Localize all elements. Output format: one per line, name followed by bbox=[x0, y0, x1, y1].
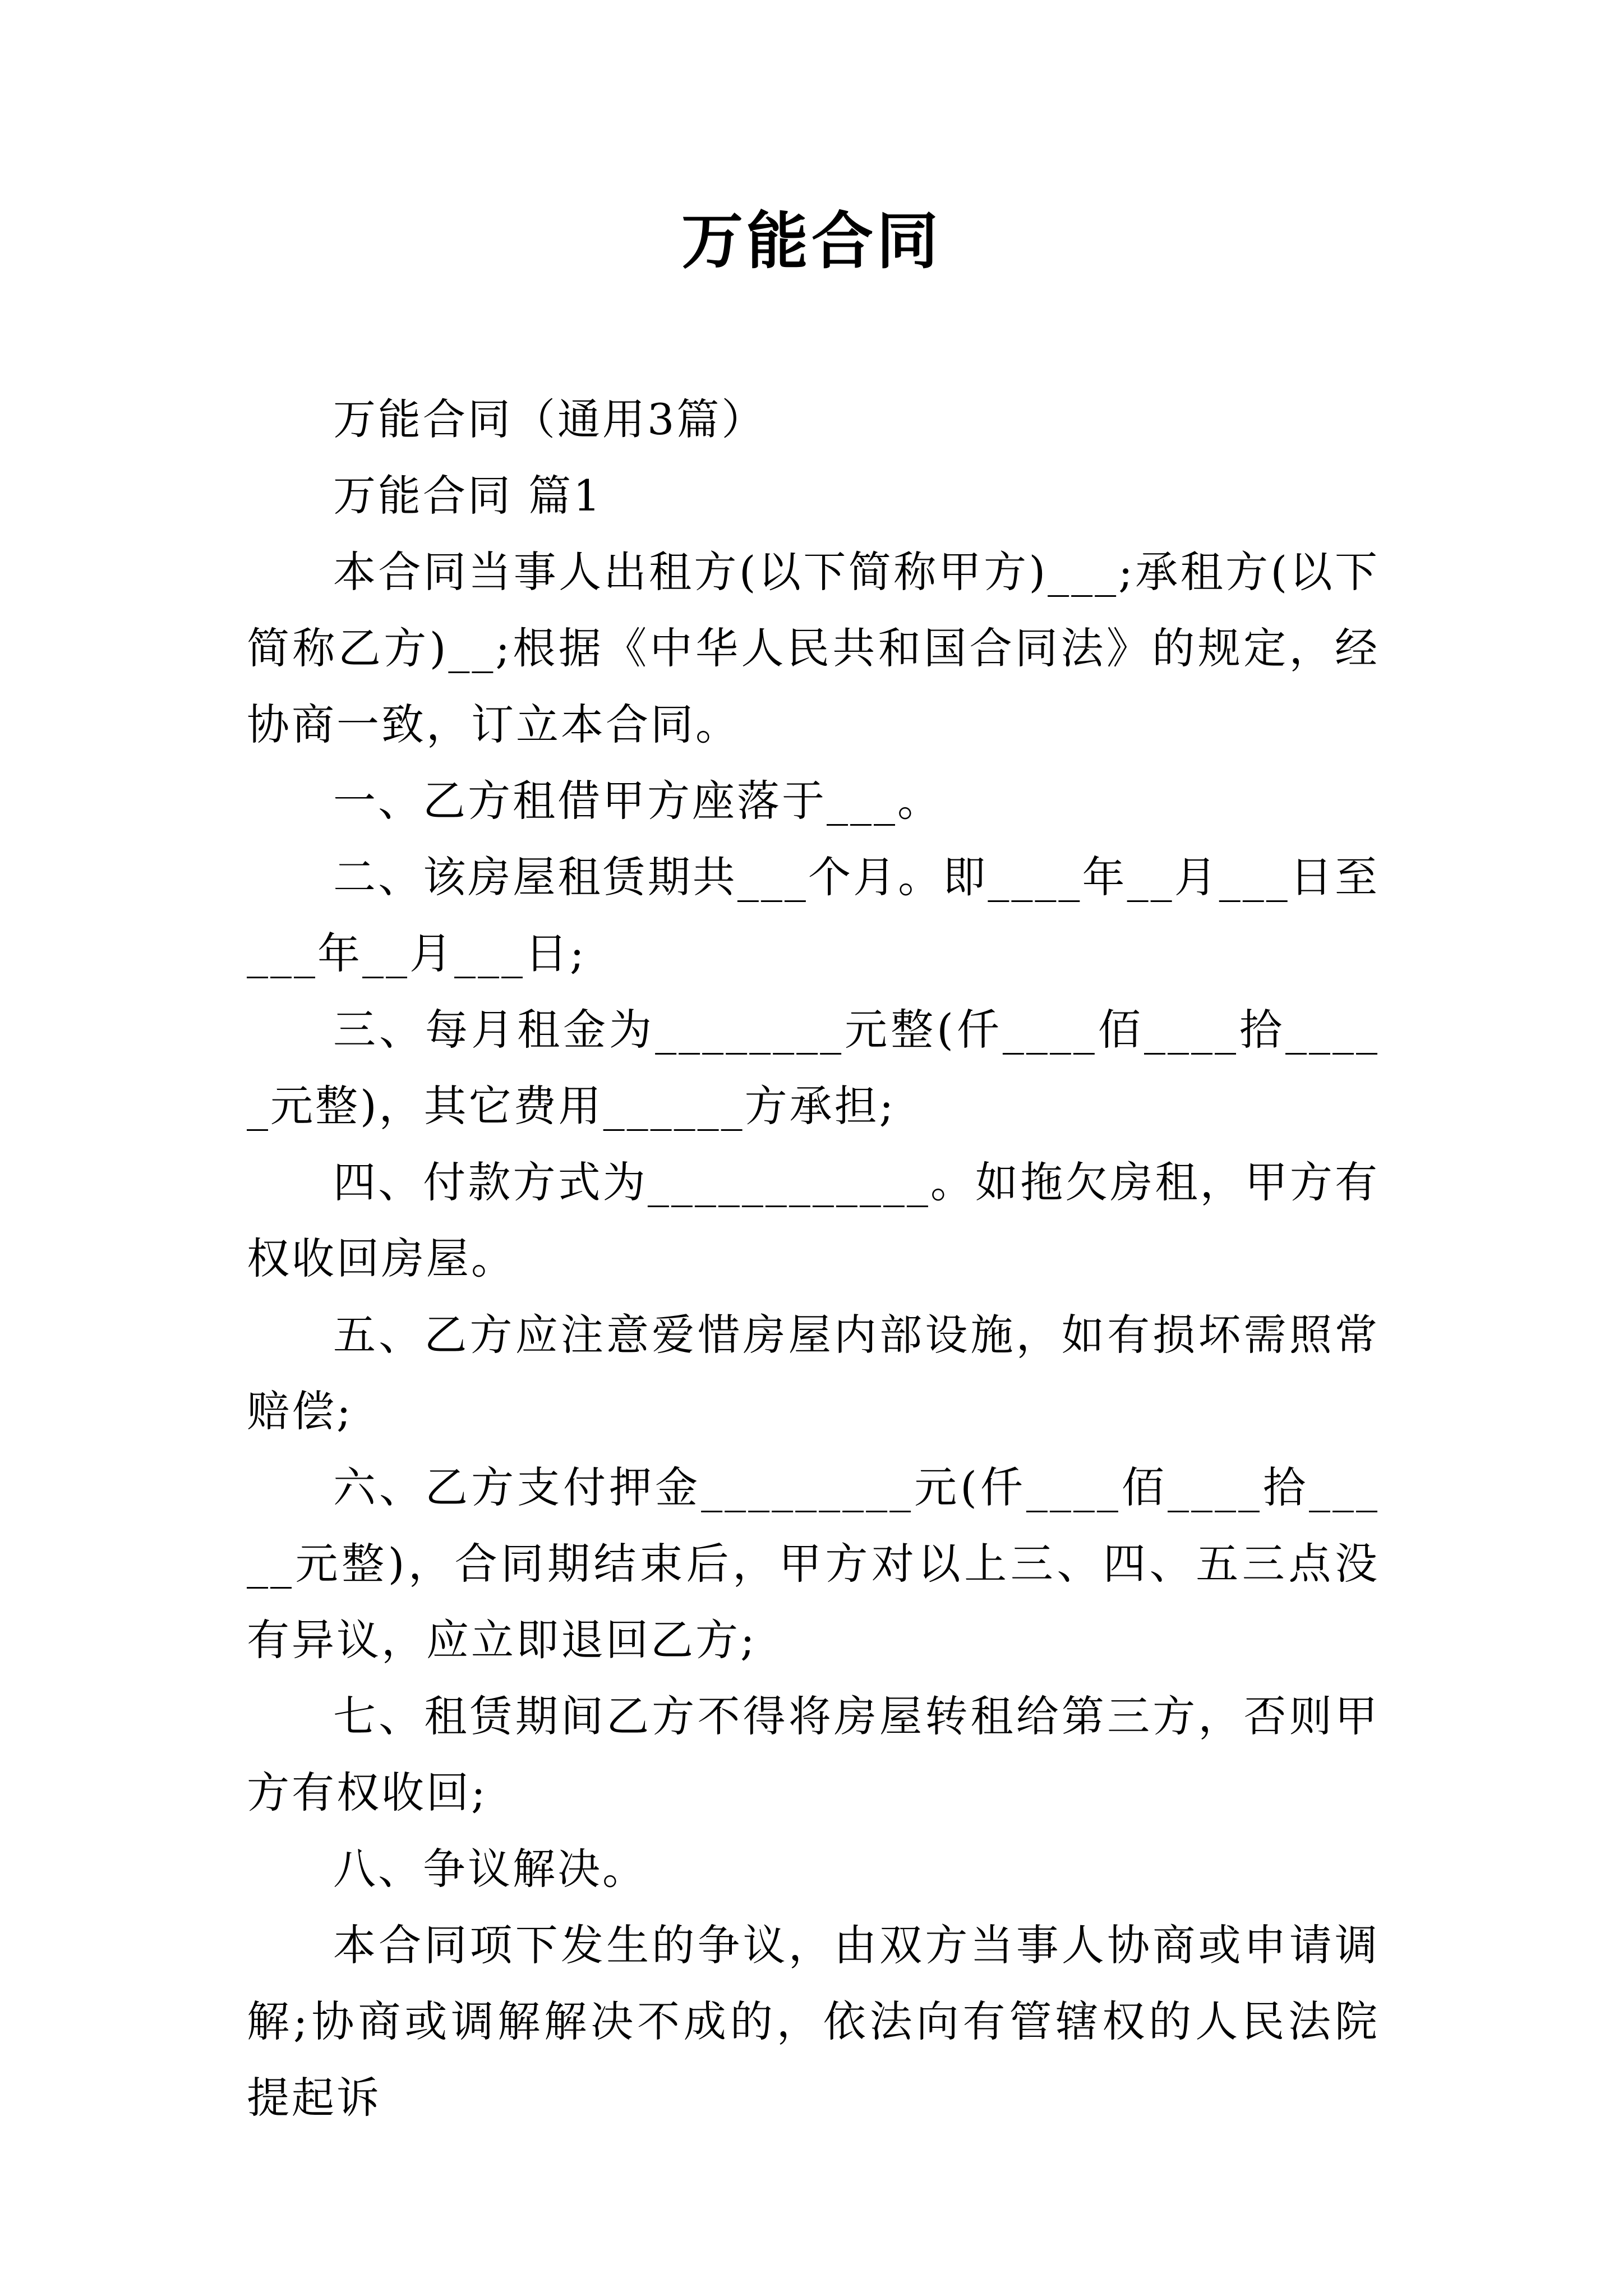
clause-8: 八、争议解决。 bbox=[333, 1844, 647, 1894]
contract-preamble: 本合同当事人出租方(以下简称甲方)___;承租方(以下简称乙方)__;根据《中华人民共和国合同法》的规定，经协商一致，订立本合同。 bbox=[247, 547, 1380, 749]
clause-7: 七、租赁期间乙方不得将房屋转租给第三方，否则甲方有权收回; bbox=[247, 1691, 1380, 1818]
clause-2: 二、该房屋租赁期共___个月。即____年__月___日至___年__月___日; bbox=[247, 852, 1380, 978]
document-title: 万能合同 bbox=[681, 205, 942, 277]
document-body bbox=[247, 381, 1380, 2136]
clause-3: 三、每月租金为________元整(仟____佰____拾_____元整)，其它费用______方承担; bbox=[247, 1005, 1380, 1131]
section-heading-part-1: 万能合同 篇1 bbox=[333, 471, 603, 521]
clause-4: 四、付款方式为____________。如拖欠房租，甲方有权收回房屋。 bbox=[247, 1157, 1380, 1283]
dispute-resolution-text: 本合同项下发生的争议，由双方当事人协商或申请调解;协商或调解解决不成的，依法向有管辖权的人民法院提起诉 bbox=[247, 1920, 1380, 2123]
clause-1: 一、乙方租借甲方座落于___。 bbox=[333, 776, 942, 826]
clause-6: 六、乙方支付押金_________元(仟____佰____拾_____元整)，合同期结束后，甲方对以上三、四、五三点没有异议，应立即退回乙方; bbox=[247, 1462, 1380, 1665]
clause-5: 五、乙方应注意爱惜房屋内部设施，如有损坏需照常赔偿; bbox=[247, 1310, 1380, 1436]
doc-subtitle: 万能合同（通用3篇） bbox=[333, 394, 767, 444]
